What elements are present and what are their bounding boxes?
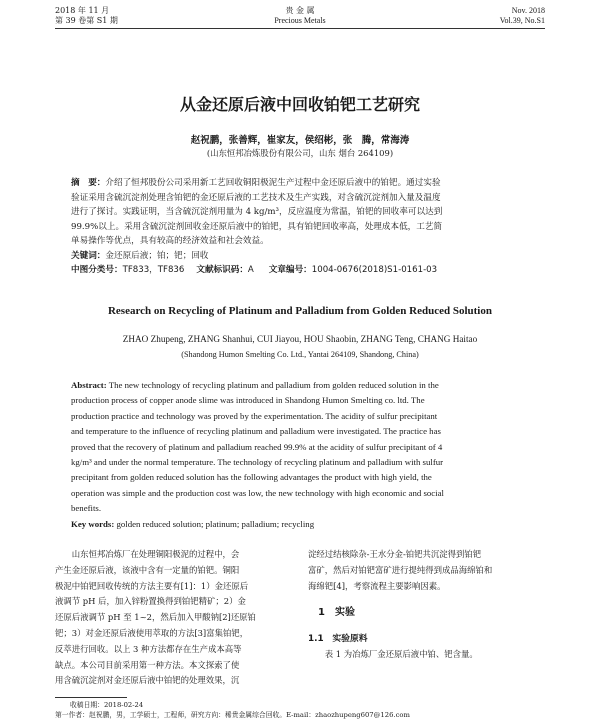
abstract-label-cn: 摘 要： xyxy=(71,178,106,188)
subsection-text: 表 1 为冶炼厂金还原后液中铂、钯含量。 xyxy=(308,649,478,659)
header-volume-en: Vol.39, No.S1 xyxy=(499,16,545,25)
keywords-en: golden reduced solution; platinum; palladium; recycling xyxy=(116,518,315,529)
abstract-en-line: operation was simple and the production cost was low, the new technology with high economic and social xyxy=(71,487,444,498)
clc-value: TF833，TF836 xyxy=(122,265,185,275)
body-line: 用含硫沉淀剂对金还原后液中铂钯的处理效果，沉 xyxy=(55,675,240,686)
body-line: 还原后液调节 pH 至 1~2，然后加入甲酸钠[2]还原铂 xyxy=(55,612,256,623)
abstract-en-line: The new technology of recycling platinum and palladium from golden reduced solution in the xyxy=(108,380,439,390)
doc-code-label: 文献标识码： xyxy=(196,265,248,275)
section-heading: 1 实验 xyxy=(318,607,355,618)
abstract-cn-line: 单易操作等优点，具有较高的经济效益和社会效益。 xyxy=(71,236,269,246)
journal-name-en: Precious Metals xyxy=(274,16,326,25)
journal-name-cn: 贵 金 属 xyxy=(285,6,315,15)
article-no-value: 1004-0676(2018)S1-0161-03 xyxy=(311,265,438,275)
footnote-author: 第一作者：赵祝鹏，男，工学硕士，工程师，研究方向：稀贵金属综合回收。E-mail：zhaozhupeng607@126.com xyxy=(55,711,410,719)
body-line: 极泥中铂钯回收传统的方法主要有[1]：1）金还原后 xyxy=(55,580,249,591)
body-line: 富矿，然后对铂钯富矿进行提纯得到成品海绵铂和 xyxy=(308,564,493,575)
abstract-cn-line: 验证采用含硫沉淀剂处理含铂钯的金还原后液的工艺技术及生产实践，对含硫沉淀剂加入量及温度 xyxy=(71,192,441,203)
footnote-received: 收稿日期：2018-02-24 xyxy=(70,701,144,709)
abstract-en-line: benefits. xyxy=(71,503,102,514)
body-right-column xyxy=(308,547,548,594)
doc-code-value: A xyxy=(247,265,254,275)
abstract-cn xyxy=(71,176,533,278)
authors-en: ZHAO Zhupeng, ZHANG Shanhui, CUI Jiayou, HOU Shaobin, ZHANG Teng, CHANG Haitao xyxy=(122,334,478,344)
body-line: 山东恒邦冶炼厂在处理铜阳极泥的过程中，会 xyxy=(55,549,240,559)
affiliation-cn: (山东恒邦冶炼股份有限公司，山东 烟台 264109) xyxy=(206,148,394,158)
body-line: 液调节 pH 后，加入锌粉置换得到铂钯精矿；2）金 xyxy=(55,596,246,607)
body-line: 缺点。本公司目前采用第一种方法。本文探索了使 xyxy=(55,659,240,670)
abstract-en-line: production practice and technology was proved by the experimentation. The acidity of sulfur precipitant xyxy=(71,410,438,421)
article-title-en: Research on Recycling of Platinum and Palladium from Golden Reduced Solution xyxy=(107,305,492,317)
body-line: 产生金还原后液，该液中含有一定量的铂钯。铜阳 xyxy=(55,564,240,575)
abstract-en-line: kg/m³ and under the normal temperature. The technology of recycling platinum and palladium with sulfur xyxy=(71,457,444,468)
abstract-cn-line: 介绍了恒邦股份公司采用新工艺回收铜阳极泥生产过程中金还原后液中的铂钯。通过实验 xyxy=(105,178,441,188)
header-volume-cn: 第 39 卷第 S1 期 xyxy=(55,16,118,25)
keywords-label-en: Key words: xyxy=(71,518,115,529)
clc-label: 中图分类号： xyxy=(71,265,123,275)
article-title-cn: 从金还原后液中回收铂钯工艺研究 xyxy=(179,95,420,114)
footnote-divider xyxy=(55,697,127,698)
abstract-en xyxy=(71,378,533,532)
abstract-cn-line: 进行了探讨。实践证明，当含硫沉淀剂用量为 4 kg/m³，反应温度为常温，铂钯的回收率可以达到 xyxy=(71,207,443,217)
keywords-label-cn: 关键词： xyxy=(71,250,106,261)
header-divider xyxy=(55,28,545,29)
abstract-en-line: precipitant from golden reduced solution has the following advantages the product with high yield, the xyxy=(71,472,432,483)
keywords-cn: 金还原后液；铂；钯；回收 xyxy=(105,250,209,261)
abstract-en-line: and temperature to the influence of recycling platinum and palladium were investigated. The practice has xyxy=(71,426,441,437)
body-line: 钯；3）对金还原后液使用萃取的方法[3]富集铂钯， xyxy=(55,627,249,638)
abstract-cn-line: 99.9%以上。采用含硫沉淀剂回收金还原后液中的铂钯，具有铂钯回收率高，处理成本低，工艺简 xyxy=(71,221,443,232)
body-left-column xyxy=(55,547,295,689)
body-line: 淀经过结核除杂-王水分金-铂钯共沉淀得到铂钯 xyxy=(308,549,482,559)
article-no-label: 文章编号： xyxy=(268,265,312,275)
subsection-heading: 1.1 实验原料 xyxy=(308,634,368,644)
abstract-label-en: Abstract: xyxy=(71,380,107,390)
body-line: 海绵钯[4]，考察流程主要影响因素。 xyxy=(308,580,446,591)
header-date: 2018 年 11 月 xyxy=(55,6,110,15)
abstract-en-line: proved that the recovery of platinum and palladium reached 99.9% at the acidity of sulfur precipitant of 4 xyxy=(71,441,443,452)
affiliation-en: (Shandong Humon Smelting Co. Ltd., Yantai 264109, Shandong, China) xyxy=(181,350,419,359)
header-month: Nov. 2018 xyxy=(511,6,545,15)
body-line: 反萃进行回收。以上 3 种方法都存在生产成本高等 xyxy=(55,643,242,654)
abstract-en-line: production process of copper anode slime was introduced in Shandong Humon Smelting co. ltd. The xyxy=(71,395,425,406)
authors-cn: 赵祝鹏，张善辉，崔家友，侯绍彬，张 腾，常海涛 xyxy=(190,135,410,146)
